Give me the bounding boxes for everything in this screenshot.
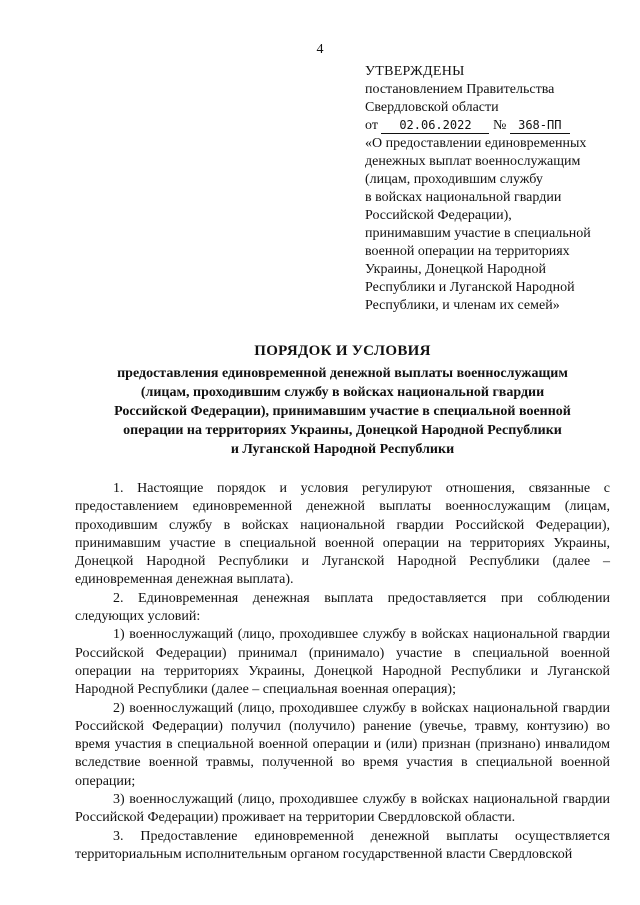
resolution-title-line: в войсках национальной гвардии [365,190,562,205]
approval-line: постановлением Правительства [365,82,555,97]
paragraph: 3. Предоставление единовременной денежной выплаты осуществляется территориальным исполнительным органом государственной власти Свердловской [75,828,610,862]
approval-block [365,63,615,315]
approval-number: 368-ПП [510,118,570,134]
paragraph: 3) военнослужащий (лицо, проходившее службу в войсках национальной гвардии Российской Федерации) проживает на территории Свердловской области. [75,792,610,826]
heading-sub-line: Российской Федерации), принимавшим участие в специальной военной [114,404,571,419]
heading-sub-line: и Луганской Народной Республики [230,442,455,457]
heading-sub-line: (лицам, проходившим службу в войсках национальной гвардии [140,385,545,400]
approval-date: 02.06.2022 [381,118,489,134]
heading-sub-line: операции на территориях Украины, Донецкой Народной Республики [123,423,562,438]
paragraph: 1) военнослужащий (лицо, проходившее службу в войсках национальной гвардии Российской Федерации) принимал (принимало) участие в специальной военной операции на территориях Украины, Донецкой Народной Республики и Луганской Народной Республики (далее – специальная военная операция); [75,627,610,698]
page-number: 4 [316,42,324,57]
approval-title: УТВЕРЖДЕНЫ [365,64,465,79]
resolution-title-line: Украины, Донецкой Народной [365,262,546,277]
heading-main: ПОРЯДОК И УСЛОВИЯ [254,343,431,359]
number-prefix: № [492,118,507,133]
resolution-title-line: денежных выплат военнослужащим [365,154,581,169]
approval-date-number-line [365,117,615,135]
resolution-title-line: «О предоставлении единовременных [365,136,587,151]
resolution-title-line: военной операции на территориях [365,244,570,259]
resolution-title-line: Республики и Луганской Народной [365,280,575,295]
document-heading [75,342,610,459]
paragraph: 2. Единовременная денежная выплата предоставляется при соблюдении следующих условий: [75,590,610,625]
resolution-title-line: принимавшим участие в специальной [365,226,591,241]
paragraph: 1. Настоящие порядок и условия регулируют отношения, связанные с предоставлением единовременной денежной выплаты военнослужащим (лицам, проходившим службу в войсках национальной гвардии Российской Федерации), принимавшим участие в специальной военной операции на территориях Украины, Донецкой Народной Республики и Луганской Народной Республики (далее – единовременная денежная выплата). [75,481,610,588]
resolution-title-line: (лицам, проходившим службу [365,172,543,187]
date-prefix: от [365,118,378,133]
heading-sub-line: предоставления единовременной денежной выплаты военнослужащим [117,366,568,381]
resolution-title-line: Российской Федерации), [365,208,512,223]
approval-line: Свердловской области [365,100,499,115]
resolution-title-line: Республики, и членам их семей» [365,298,560,313]
paragraph: 2) военнослужащий (лицо, проходившее службу в войсках национальной гвардии Российской Федерации) получил (получило) ранение (увечье, травму, контузию) во время участия в специальной военной операции и (или) признан (признано) инвалидом вследствие военной травмы, полученной во время участия в специальной военной операции; [75,700,610,789]
document-body [75,480,610,864]
